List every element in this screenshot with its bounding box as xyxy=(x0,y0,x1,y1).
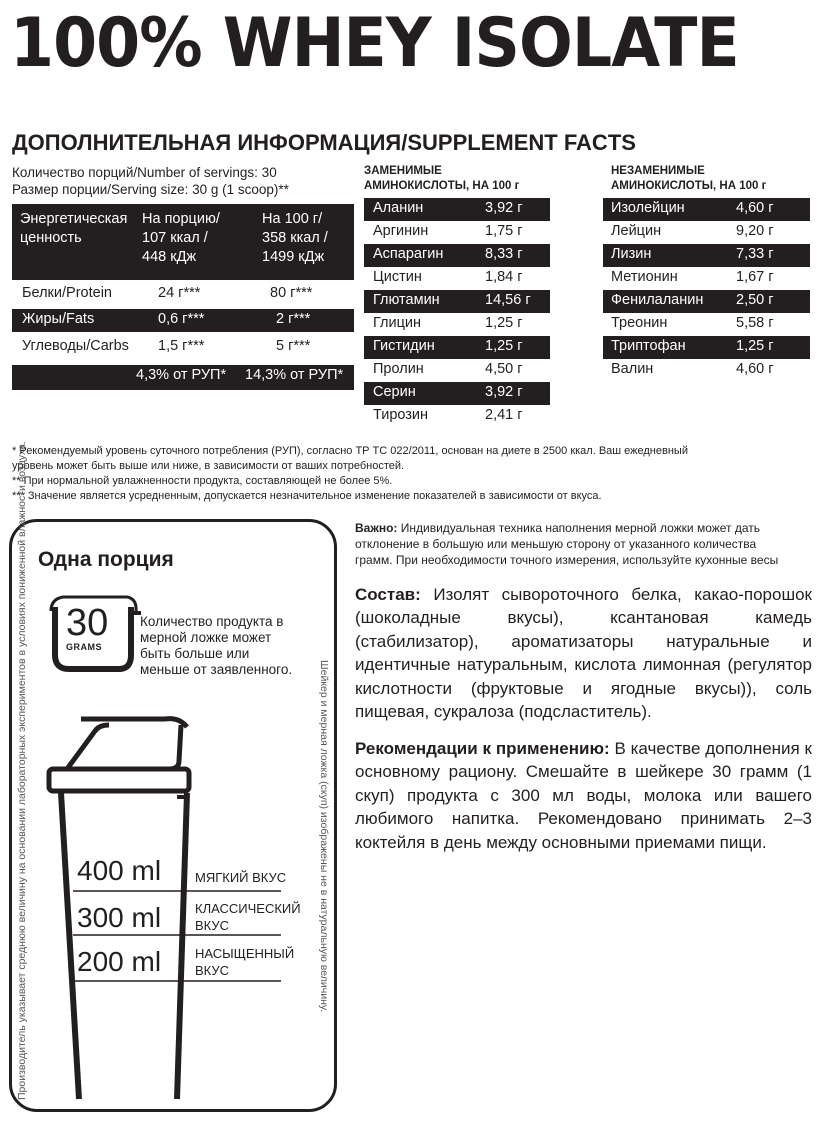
level-200-flavor xyxy=(195,945,294,979)
level-400-volume: 400 ml xyxy=(77,855,162,886)
essential-amino-header-1: НЕЗАМЕНИМЫЕ xyxy=(611,165,705,177)
important-line: грамм. При необходимости точного измерения, используйте кухонные весы xyxy=(355,553,779,567)
amino-value: 1,75 г xyxy=(485,223,523,239)
amino-value: 1,84 г xyxy=(485,269,523,285)
vertical-disclaimer-left: Производитель указывает среднюю величину на основании лабораторных экспериментов в условиях пониженной влажности воздуха. xyxy=(16,441,28,1100)
amino-value: 2,41 г xyxy=(485,407,523,423)
energy-label-2: ценность xyxy=(20,230,82,246)
nutrient-row-protein xyxy=(12,283,354,306)
important-note xyxy=(355,520,815,568)
amino-row xyxy=(364,313,550,336)
nutrient-per-serving: 24 г*** xyxy=(158,285,201,301)
amino-name: Пролин xyxy=(373,361,424,377)
scoop-note-line: Количество продукта в xyxy=(140,614,284,629)
amino-name: Аргинин xyxy=(373,223,429,239)
amino-name: Тирозин xyxy=(373,407,429,423)
nutrient-label: Углеводы/Carbs xyxy=(22,338,129,354)
level-300-flavor xyxy=(195,900,301,934)
scoop-note-line: меньше от заявленного. xyxy=(140,662,293,677)
amino-row xyxy=(364,267,550,290)
essential-amino-header-2: АМИНОКИСЛОТЫ, НА 100 г xyxy=(611,180,767,192)
scoop-note-line: мерной ложке может xyxy=(140,630,272,645)
nutrient-label: Жиры/Fats xyxy=(22,311,95,327)
amino-name: Цистин xyxy=(373,269,422,285)
amino-row xyxy=(603,359,810,382)
product-title: 100% WHEY ISOLATE xyxy=(10,4,739,83)
amino-name: Серин xyxy=(373,384,416,400)
nutrient-row-carbs xyxy=(12,336,354,359)
replaceable-amino-header-1: ЗАМЕНИМЫЕ xyxy=(364,165,442,177)
footnote-average: *** Значение является усредненным, допускается незначительное изменение показателей в зависимости от вкуса. xyxy=(12,490,602,502)
amino-value: 5,58 г xyxy=(736,315,774,331)
important-line: отклонение в большую или меньшую сторону от указанного количества xyxy=(355,537,757,551)
amino-value: 4,50 г xyxy=(485,361,523,377)
footnote-moisture: ** При нормальной увлажненности продукта, составляющей не более 5%. xyxy=(12,475,393,487)
per-100-header: На 100 г/ xyxy=(262,211,323,227)
composition xyxy=(355,583,812,723)
rup-per-100: 14,3% от РУП* xyxy=(245,367,344,383)
nutrient-row-fats xyxy=(12,309,354,332)
amino-row xyxy=(364,221,550,244)
amino-row xyxy=(603,244,810,267)
recommendations-text: В качестве дополнения к основному рациону. Смешайте в шейкере 30 грамм (1 скуп) продукта с 300 мл воды, молока или вашего любимого напитка. Рекомендовано принимать 2–3 коктейля в день между основными приемами пищи. xyxy=(355,739,812,852)
amino-row xyxy=(364,290,550,313)
amino-value: 1,25 г xyxy=(736,338,774,354)
amino-value: 4,60 г xyxy=(736,361,774,377)
nutrient-per-100: 80 г*** xyxy=(270,285,313,301)
footnote-rup-2: уровень может быть выше или ниже, в зависимости от ваших потребностей. xyxy=(12,460,405,472)
amino-value: 8,33 г xyxy=(485,246,523,262)
amino-row xyxy=(364,244,550,267)
scoop-note xyxy=(140,614,292,678)
amino-name: Глютамин xyxy=(373,292,440,308)
servings-count: Количество порций/Number of servings: 30 xyxy=(12,165,277,180)
recommendations xyxy=(355,737,812,854)
amino-row xyxy=(603,267,810,290)
amino-name: Гистидин xyxy=(373,338,435,354)
amino-name: Метионин xyxy=(611,269,678,285)
amino-name: Изолейцин xyxy=(611,200,685,216)
amino-name: Глицин xyxy=(373,315,422,331)
flavor-line: НАСЫЩЕННЫЙ xyxy=(195,946,295,961)
amino-value: 1,25 г xyxy=(485,315,523,331)
shaker-illustration xyxy=(9,519,337,1112)
nutrient-per-serving: 1,5 г*** xyxy=(158,338,205,354)
nutrient-per-100: 2 г*** xyxy=(276,311,311,327)
per-serving-kcal: 107 ккал / xyxy=(142,230,208,246)
replaceable-amino-header-2: АМИНОКИСЛОТЫ, НА 100 г xyxy=(364,180,520,192)
important-label: Важно: xyxy=(355,521,398,535)
per-100-kcal: 358 ккал / xyxy=(262,230,328,246)
per-serving-kj: 448 кДж xyxy=(142,249,197,265)
footnote-rup-1: * Рекомендуемый уровень суточного потребления (РУП), согласно ТР ТС 022/2011, основан на диете в 2500 ккал. Ваш ежедневный xyxy=(12,445,688,457)
level-400-flavor: МЯГКИЙ ВКУС xyxy=(195,870,287,885)
amino-row xyxy=(603,198,810,221)
amino-row xyxy=(364,382,550,405)
amino-value: 7,33 г xyxy=(736,246,774,262)
amino-value: 4,60 г xyxy=(736,200,774,216)
flavor-line: ВКУС xyxy=(195,918,230,933)
supplement-facts-heading: ДОПОЛНИТЕЛЬНАЯ ИНФОРМАЦИЯ/SUPPLEMENT FACTS xyxy=(12,130,636,155)
amino-value: 14,56 г xyxy=(485,292,531,308)
energy-label-1: Энергетическая xyxy=(20,211,128,227)
serving-size: Размер порции/Serving size: 30 g (1 scoop)** xyxy=(12,182,289,197)
amino-value: 1,25 г xyxy=(485,338,523,354)
amino-row xyxy=(603,336,810,359)
amino-name: Треонин xyxy=(611,315,668,331)
amino-name: Валин xyxy=(611,361,654,377)
flavor-line: ВКУС xyxy=(195,963,230,978)
important-line: Индивидуальная техника наполнения мерной ложки может дать xyxy=(397,521,761,535)
level-200-volume: 200 ml xyxy=(77,946,162,977)
amino-row xyxy=(603,290,810,313)
amino-name: Триптофан xyxy=(611,338,686,354)
amino-name: Аспарагин xyxy=(373,246,444,262)
amino-row xyxy=(364,336,550,359)
energy-box xyxy=(12,204,354,280)
rup-per-serving: 4,3% от РУП* xyxy=(136,367,227,383)
serving-panel-title: Одна порция xyxy=(38,548,174,571)
amino-row xyxy=(603,221,810,244)
composition-label: Состав: xyxy=(355,585,421,604)
amino-row xyxy=(364,359,550,382)
scoop-number: 30 xyxy=(66,602,109,644)
level-300-volume: 300 ml xyxy=(77,902,162,933)
amino-name: Лизин xyxy=(611,246,652,262)
amino-row xyxy=(603,313,810,336)
amino-value: 9,20 г xyxy=(736,223,774,239)
nutrient-per-serving: 0,6 г*** xyxy=(158,311,205,327)
amino-name: Лейцин xyxy=(611,223,662,239)
amino-value: 2,50 г xyxy=(736,292,774,308)
amino-name: Фенилаланин xyxy=(611,292,704,308)
nutrient-per-100: 5 г*** xyxy=(276,338,311,354)
flavor-line: КЛАССИЧЕСКИЙ xyxy=(195,901,301,916)
scoop-unit: GRAMS xyxy=(66,642,102,652)
per-serving-header: На порцию/ xyxy=(142,211,220,227)
recommendations-label: Рекомендации к применению: xyxy=(355,739,610,758)
rup-row xyxy=(12,365,354,390)
amino-row xyxy=(364,405,550,428)
amino-value: 3,92 г xyxy=(485,200,523,216)
amino-value: 3,92 г xyxy=(485,384,523,400)
nutrient-label: Белки/Protein xyxy=(22,285,112,301)
amino-name: Аланин xyxy=(373,200,424,216)
per-100-kj: 1499 кДж xyxy=(262,249,325,265)
amino-value: 1,67 г xyxy=(736,269,774,285)
amino-row xyxy=(364,198,550,221)
composition-text: Изолят сывороточного белка, какао-порошок (шоколадные вкусы), ксантановая камедь (стабилизатор), ароматизаторы натуральные и идентичные натуральным, кислота лимонная (регулятор кислотности (фруктовые и ягодные вкусы)), соль пищевая, сукралоза (подсластитель). xyxy=(355,585,812,722)
vertical-disclaimer-right: Шейкер и мерная ложка (скуп) изображены не в натуральную величину. xyxy=(318,660,330,1012)
scoop-note-line: быть больше или xyxy=(140,646,250,661)
